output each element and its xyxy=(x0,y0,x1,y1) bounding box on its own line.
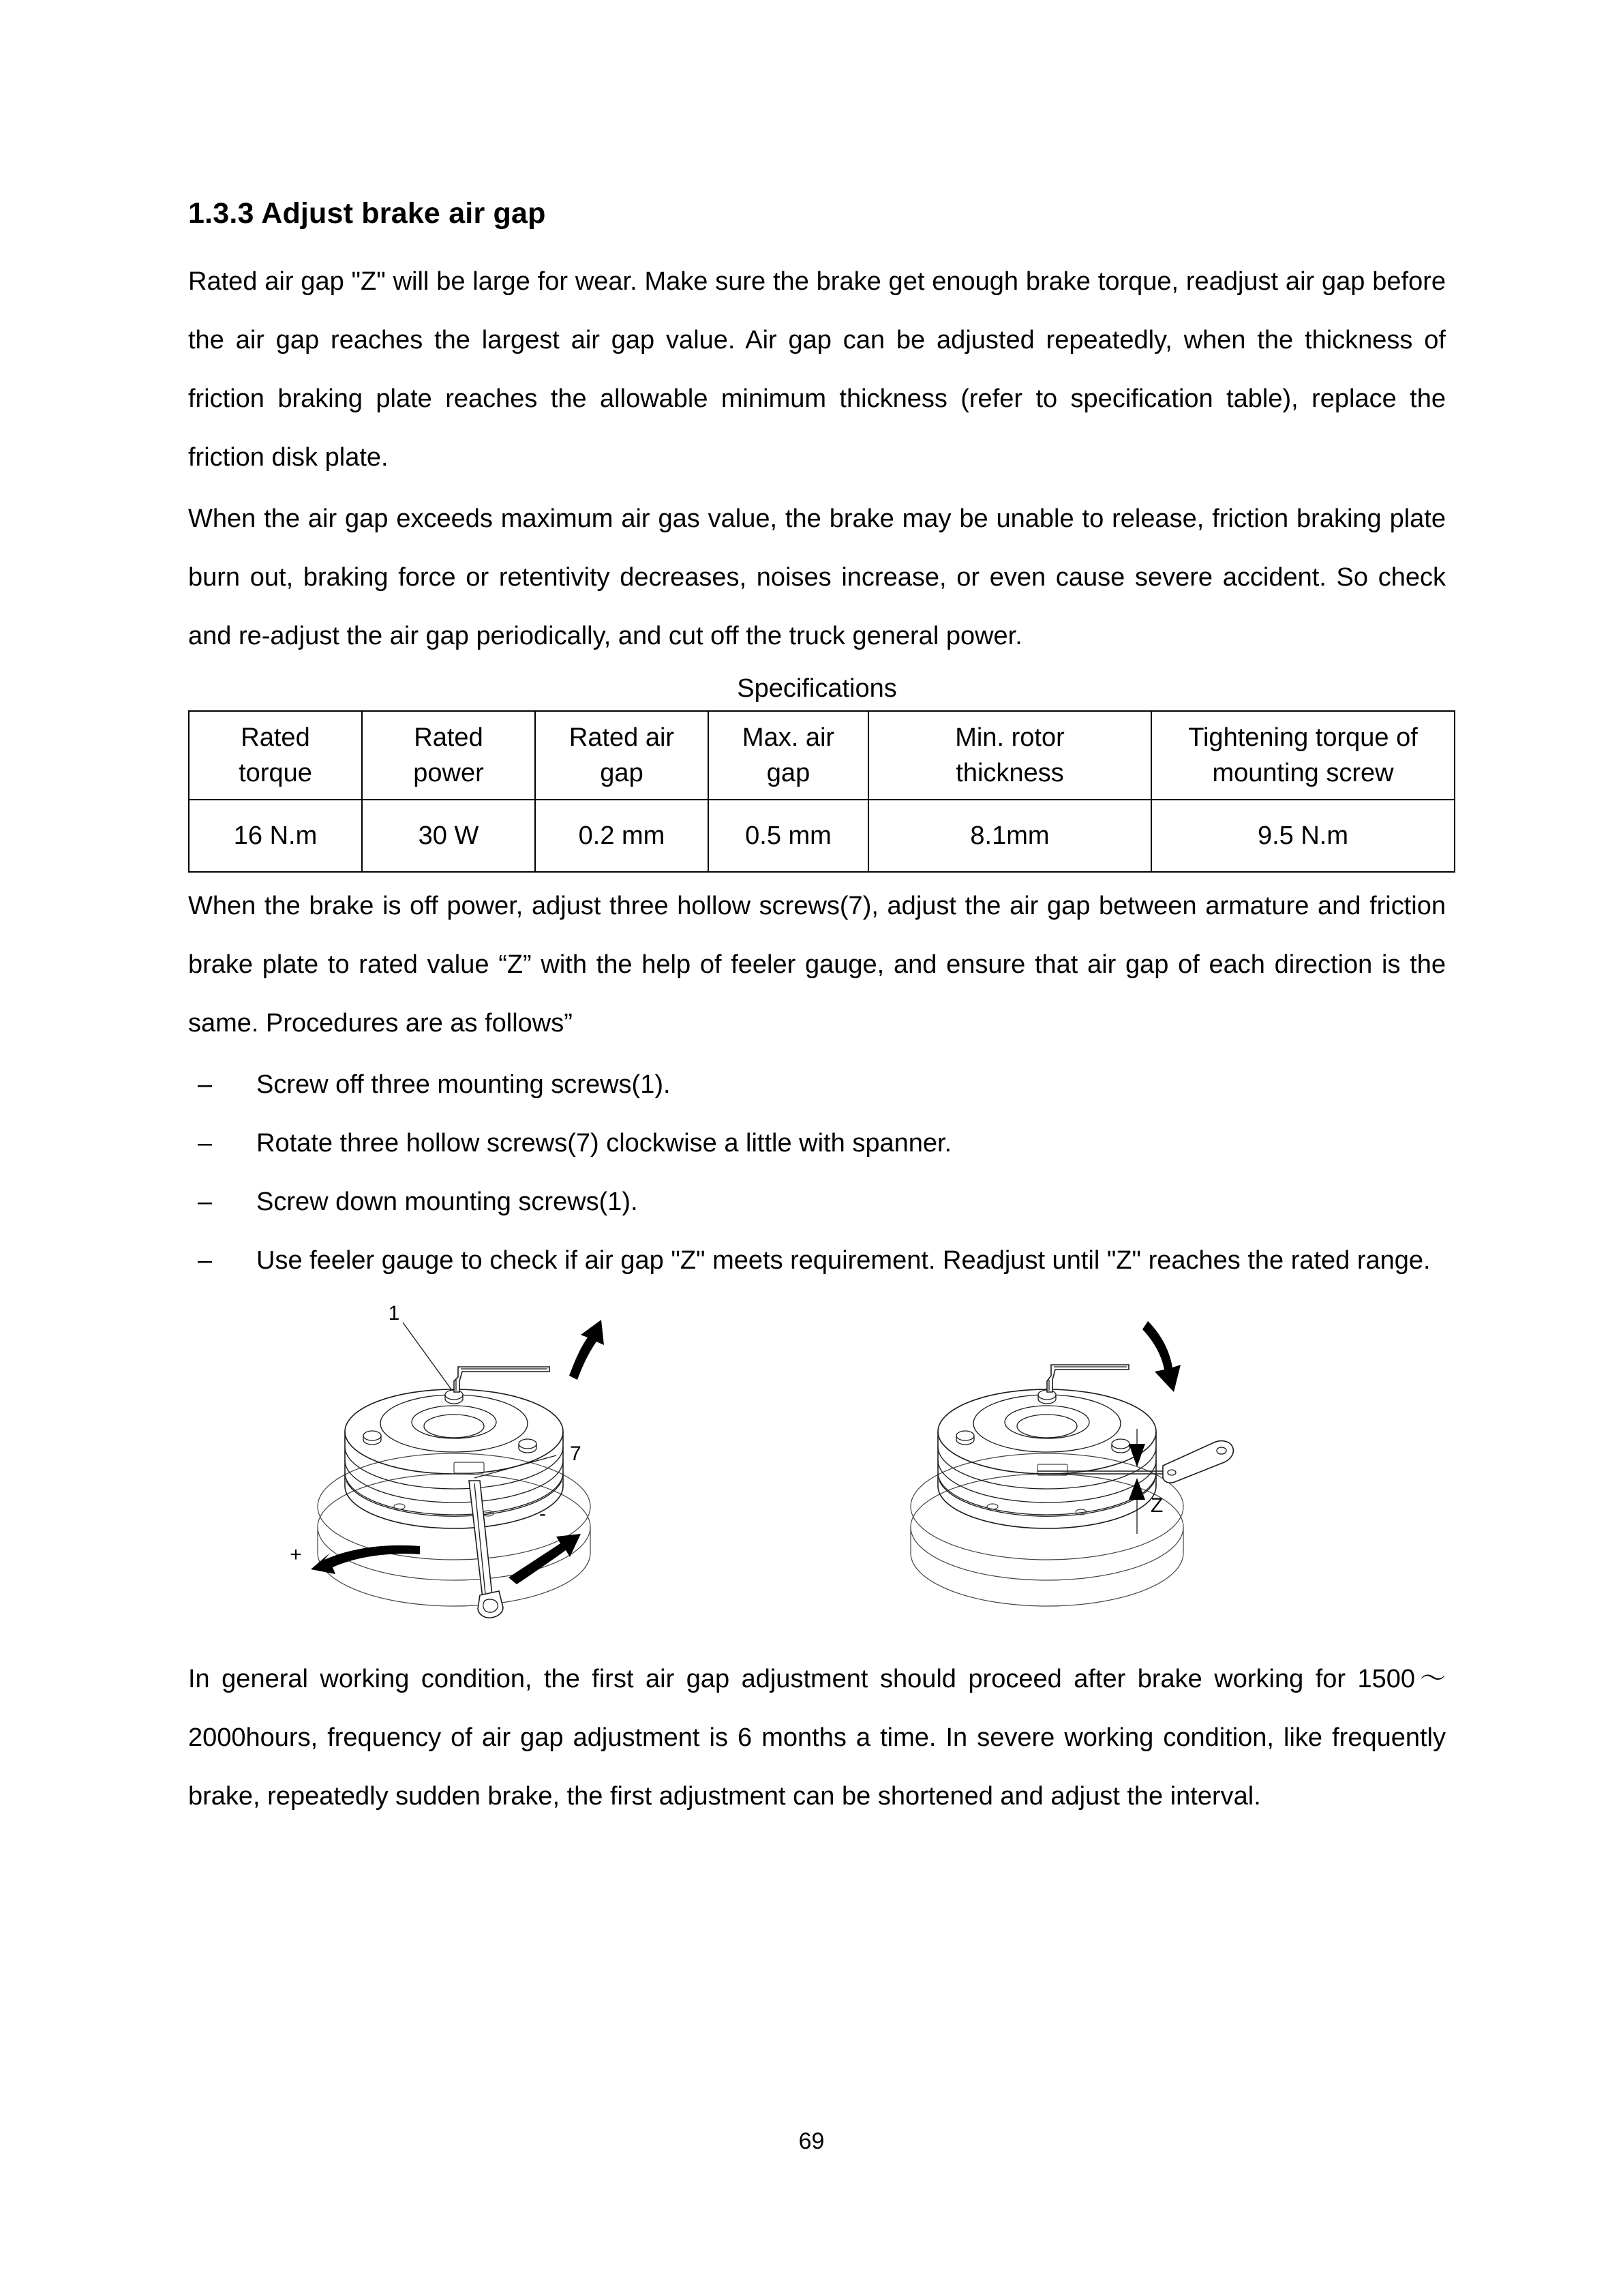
list-item xyxy=(188,1114,1446,1173)
table-cell-rated-torque: 16 N.m xyxy=(189,800,362,872)
paragraph-closing: In general working condition, the first air gap adjustment should proceed after brake working for 1500～2000hours, frequency of air gap adjustment is 6 months a time. In severe working condition, like frequently brake, repeatedly sudden brake, the first adjustment can be shortened and adjust the interval. xyxy=(188,1664,1446,1811)
hex-key-tool xyxy=(1047,1365,1129,1392)
plus-sign-label: + xyxy=(290,1543,302,1566)
callout-label-1: 1 xyxy=(388,1301,400,1325)
paragraph-after-table: When the brake is off power, adjust three hollow screws(7), adjust the air gap between armature and friction brake plate to rated value “Z” with the help of feeler gauge, and ensure that air gap of each direction is the same. Procedures are as follows” xyxy=(188,891,1446,1038)
paragraph-intro-1: Rated air gap "Z" will be large for wear. Make sure the brake get enough brake torque, readjust air gap before the air gap reaches the largest air gap value. Air gap can be adjusted repeatedly, when the thickness of friction braking plate reaches the allowable minimum thickness (refer to specification table), replace the friction disk plate. xyxy=(188,267,1446,472)
table-header-cell-max-air-gap xyxy=(708,711,868,800)
rotation-arrow-down xyxy=(1142,1321,1181,1392)
table-row xyxy=(189,800,1455,872)
list-item xyxy=(188,1055,1446,1114)
header-line-2: power xyxy=(413,758,484,787)
header-line-2: gap xyxy=(600,758,643,787)
rotation-arrow-up xyxy=(569,1320,604,1380)
procedure-list xyxy=(188,1055,1446,1290)
table-cell-rated-air-gap: 0.2 mm xyxy=(535,800,708,872)
table-header-cell-rated-power xyxy=(362,711,535,800)
right-brake-diagram xyxy=(911,1321,1233,1606)
minus-sign-label: - xyxy=(539,1502,546,1525)
list-bullet-dash: – xyxy=(198,1128,213,1158)
page-number: 69 xyxy=(798,2128,825,2154)
table-header-row xyxy=(189,711,1455,800)
left-brake-diagram xyxy=(290,1302,604,1618)
header-line-2: thickness xyxy=(956,758,1064,787)
list-item xyxy=(188,1231,1446,1290)
list-bullet-dash: – xyxy=(198,1245,213,1275)
rotation-arrow-right xyxy=(509,1534,581,1584)
gap-label-z: Z xyxy=(1151,1494,1164,1517)
list-item-label: Screw off three mounting screws(1). xyxy=(256,1070,671,1099)
header-line-1: Max. air xyxy=(742,723,835,752)
page-content xyxy=(188,196,1446,1828)
list-item-label: Use feeler gauge to check if air gap "Z" meets requirement. Readjust until "Z" reaches the rated range. xyxy=(256,1245,1431,1275)
paragraph-intro-2-wrapper xyxy=(188,489,1446,665)
table-cell-rated-power: 30 W xyxy=(362,800,535,872)
specifications-table xyxy=(188,710,1455,873)
paragraph-after-table-wrapper xyxy=(188,877,1446,1053)
paragraph-intro-1-wrapper xyxy=(188,252,1446,487)
header-line-1: Min. rotor xyxy=(955,723,1065,752)
brake-adjustment-figure xyxy=(188,1302,1446,1643)
callout-label-7: 7 xyxy=(570,1442,581,1465)
rotation-arrow-left xyxy=(311,1545,420,1573)
list-item-label: Screw down mounting screws(1). xyxy=(256,1187,638,1216)
header-line-2: mounting screw xyxy=(1212,758,1394,787)
table-header-cell-tightening-torque xyxy=(1151,711,1455,800)
list-bullet-dash: – xyxy=(198,1070,213,1099)
table-cell-min-rotor-thickness: 8.1mm xyxy=(868,800,1151,872)
table-header-cell-rated-torque xyxy=(189,711,362,800)
table-cell-tightening-torque: 9.5 N.m xyxy=(1151,800,1455,872)
header-line-2: gap xyxy=(766,758,810,787)
table-header-cell-rated-air-gap xyxy=(535,711,708,800)
list-bullet-dash: – xyxy=(198,1187,213,1216)
hex-key-tool xyxy=(454,1367,549,1392)
header-line-2: torque xyxy=(239,758,312,787)
spec-table-caption: Specifications xyxy=(737,674,897,703)
table-cell-max-air-gap: 0.5 mm xyxy=(708,800,868,872)
paragraph-closing-wrapper xyxy=(188,1650,1446,1826)
page-title: 1.3.3 Adjust brake air gap xyxy=(188,197,546,230)
header-line-1: Tightening torque of xyxy=(1188,723,1418,752)
spanner-tool xyxy=(469,1481,503,1618)
list-item xyxy=(188,1173,1446,1231)
header-line-1: Rated xyxy=(241,723,310,752)
header-line-1: Rated xyxy=(414,723,483,752)
table-header-cell-min-rotor-thickness xyxy=(868,711,1151,800)
header-line-1: Rated air xyxy=(568,723,675,752)
list-item-label: Rotate three hollow screws(7) clockwise a little with spanner. xyxy=(256,1128,952,1158)
paragraph-intro-2: When the air gap exceeds maximum air gas value, the brake may be unable to release, friction braking plate burn out, braking force or retentivity decreases, noises increase, or even cause severe accident. So check and re-adjust the air gap periodically, and cut off the truck general power. xyxy=(188,504,1446,650)
